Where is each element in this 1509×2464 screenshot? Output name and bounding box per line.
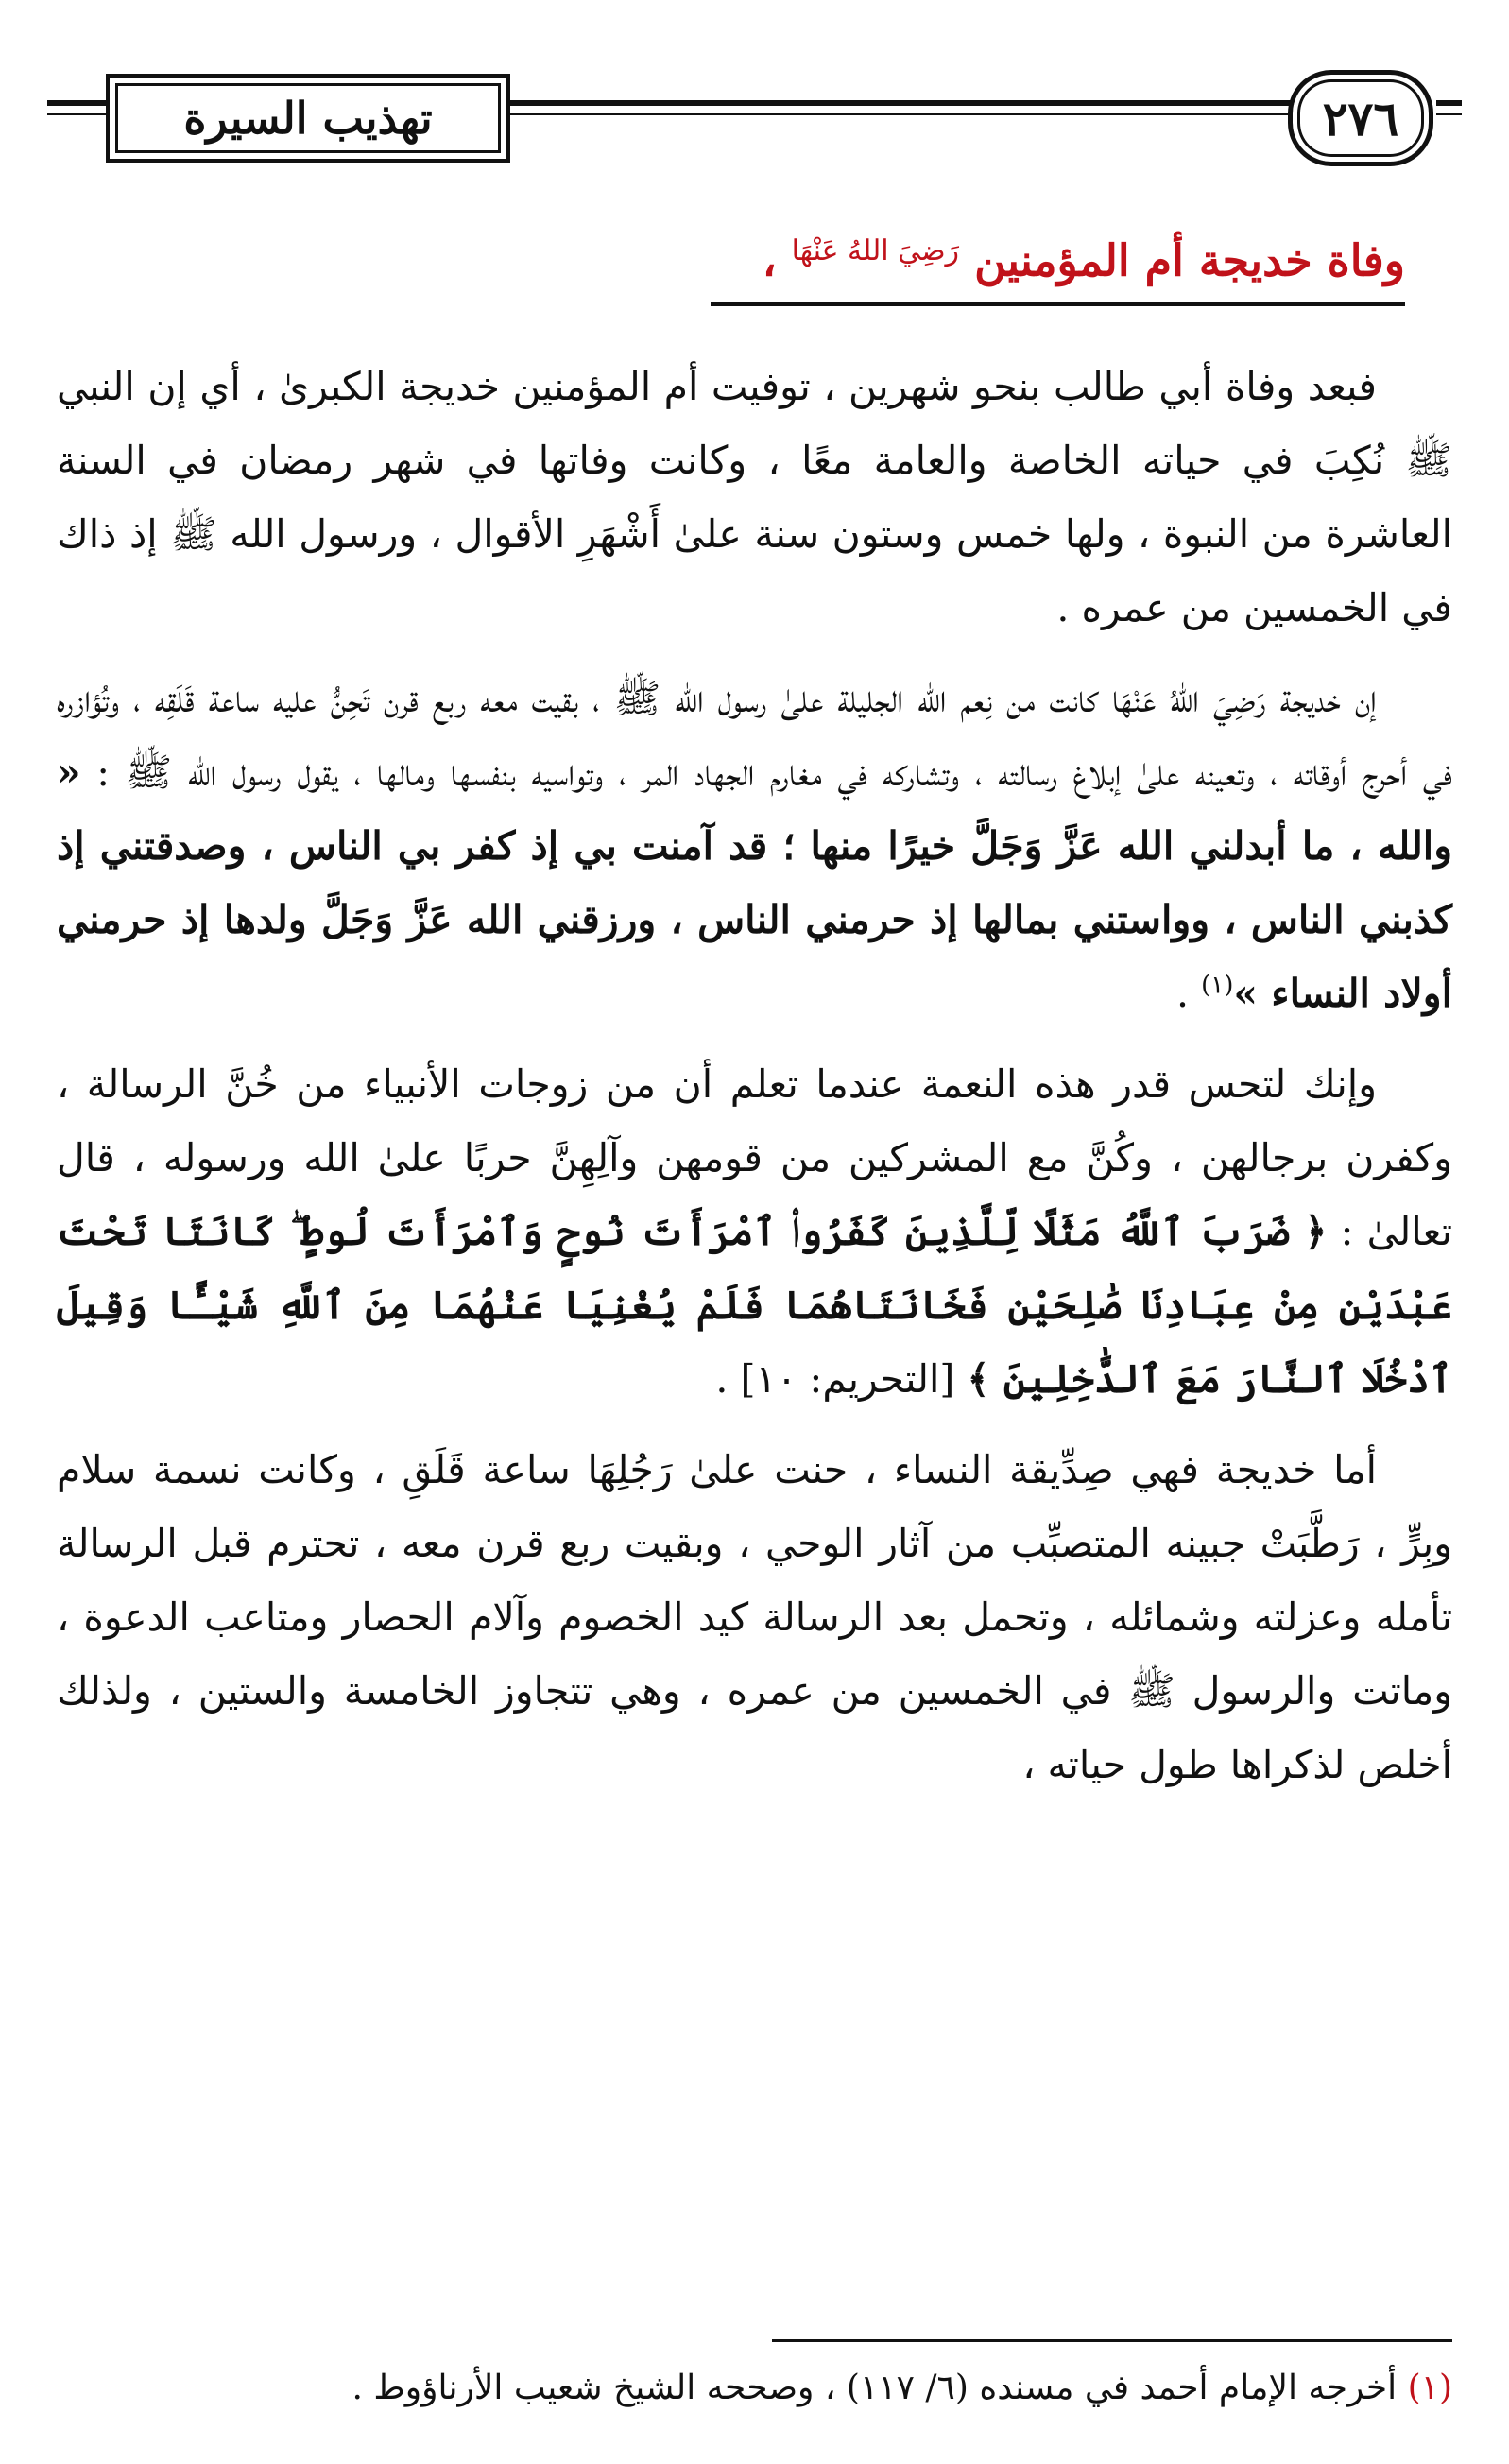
book-title-frame [106,74,510,163]
header-rule-middle-bottom [510,113,1295,115]
paragraph-2-intro: إن خديجة رَضِيَ اللهُ عَنْهَا كانت من نِعم الله الجليلة علىٰ رسول الله ﷺ ، بقيت معه ربع قرن تَحِنُّ عليه ساعة قَلَقِه ، وتُؤازره في أحرج أوقاته ، وتعينه علىٰ إبلاغ رسالته ، وتشاركه في مغارم الجهاد المر ، وتواسيه بنفسها ومالها ، يقول رسول الله ﷺ : [57,676,1452,795]
section-heading-text: وفاة خديجة أم المؤمنين [974,234,1405,286]
header-rule-left-top [47,100,106,106]
paragraph-1: فبعد وفاة أبي طالب بنحو شهرين ، توفيت أم المؤمنين خديجة الكبرىٰ ، أي إن النبي ﷺ نُكِبَ في حياته الخاصة والعامة معًا ، وكانت وفاتها في شهر رمضان في السنة العاشرة من النبوة ، ولها خمس وستون سنة علىٰ أَشْهَرِ الأقوال ، ورسول الله ﷺ إذ ذاك في الخمسين من عمره . [57,364,1452,630]
footnote-divider [772,2339,1452,2342]
section-heading-end: ، [762,234,777,286]
hadith-quote: « والله ، ما أبدلني الله عَزَّ وَجَلَّ خيرًا منها ؛ قد آمنت بي إذ كفر بي الناس ، وصدقتني إذ كذبني الناس ، وواستني بمالها إذ حرمني الناس ، ورزقني الله عَزَّ وَجَلَّ ولدها إذ حرمني أولاد النساء » [57,750,1452,1016]
section-heading-honorific: رَضِيَ اللهُ عَنْهَا [791,234,960,267]
quran-verse: ﴿ ضَرَبَ ٱللَّهُ مَثَلًا لِّلَّذِينَ كَفَرُوا۟ ٱمْرَأَتَ نُوحٍ وَٱمْرَأَتَ لُوطٍ ۖ كَانَتَا تَحْتَ عَبْدَيْنِ مِنْ عِبَادِنَا صَٰلِحَيْنِ فَخَانَتَاهُمَا فَلَمْ يُغْنِيَا عَنْهُمَا مِنَ ٱللَّهِ شَيْـًٔا وَقِيلَ ٱدْخُلَا ٱلنَّارَ مَعَ ٱلدَّٰخِلِينَ ﴾ [57,1209,1452,1402]
footnote [57,2360,1452,2417]
paragraph-4: أما خديجة فهي صِدِّيقة النساء ، حنت علىٰ رَجُلِهَا ساعة قَلَقِ ، وكانت نسمة سلام وبِرٍّ ، رَطَّبَتْ جبينه المتصبِّب من آثار الوحي ، وبقيت ربع قرن معه ، تحترم قبل الرسالة تأمله وعزلته وشمائله ، وتحمل بعد الرسالة كيد الخصوم وآلام الحصار ومتاعب الدعوة ، وماتت والرسول ﷺ في الخمسين من عمره ، وهي تتجاوز الخامسة والستين ، ولذلك أخلص لذكراها طول حياته ، [57,1447,1452,1787]
section-heading-underline [711,302,1405,306]
page-header [47,55,1462,168]
page-number: ٢٧٦ [1322,90,1399,146]
header-rule-right-top [1436,100,1462,106]
header-rule-middle-top [510,100,1295,106]
body-text [57,350,1452,1818]
section-heading [763,234,1405,301]
paragraph-2-end: . [1176,971,1190,1016]
page-number-frame [1288,70,1433,166]
footnote-text: أخرجه الإمام أحمد في مسنده (٦/ ١١٧) ، وصححه الشيخ شعيب الأرناؤوط . [352,2369,1398,2407]
header-rule-right-bottom [1436,113,1462,115]
header-rule-left-bottom [47,113,106,115]
book-title: تهذيب السيرة [183,93,433,144]
paragraph-3 [57,1047,1452,1416]
paragraph-3-intro: وإنك لتحس قدر هذه النعمة عندما تعلم أن من زوجات الأنبياء من خُنَّ الرسالة ، وكفرن برجالهن ، وكُنَّ مع المشركين من قومهن وآلِهِنَّ حربًا علىٰ الله ورسوله ، قال تعالىٰ : [57,1061,1452,1254]
paragraph-2 [57,662,1452,1030]
quran-source: [التحريم: ١٠] . [715,1356,955,1402]
footnote-number: (١) [1407,2369,1452,2407]
footnote-reference: (١) [1201,971,1234,1000]
